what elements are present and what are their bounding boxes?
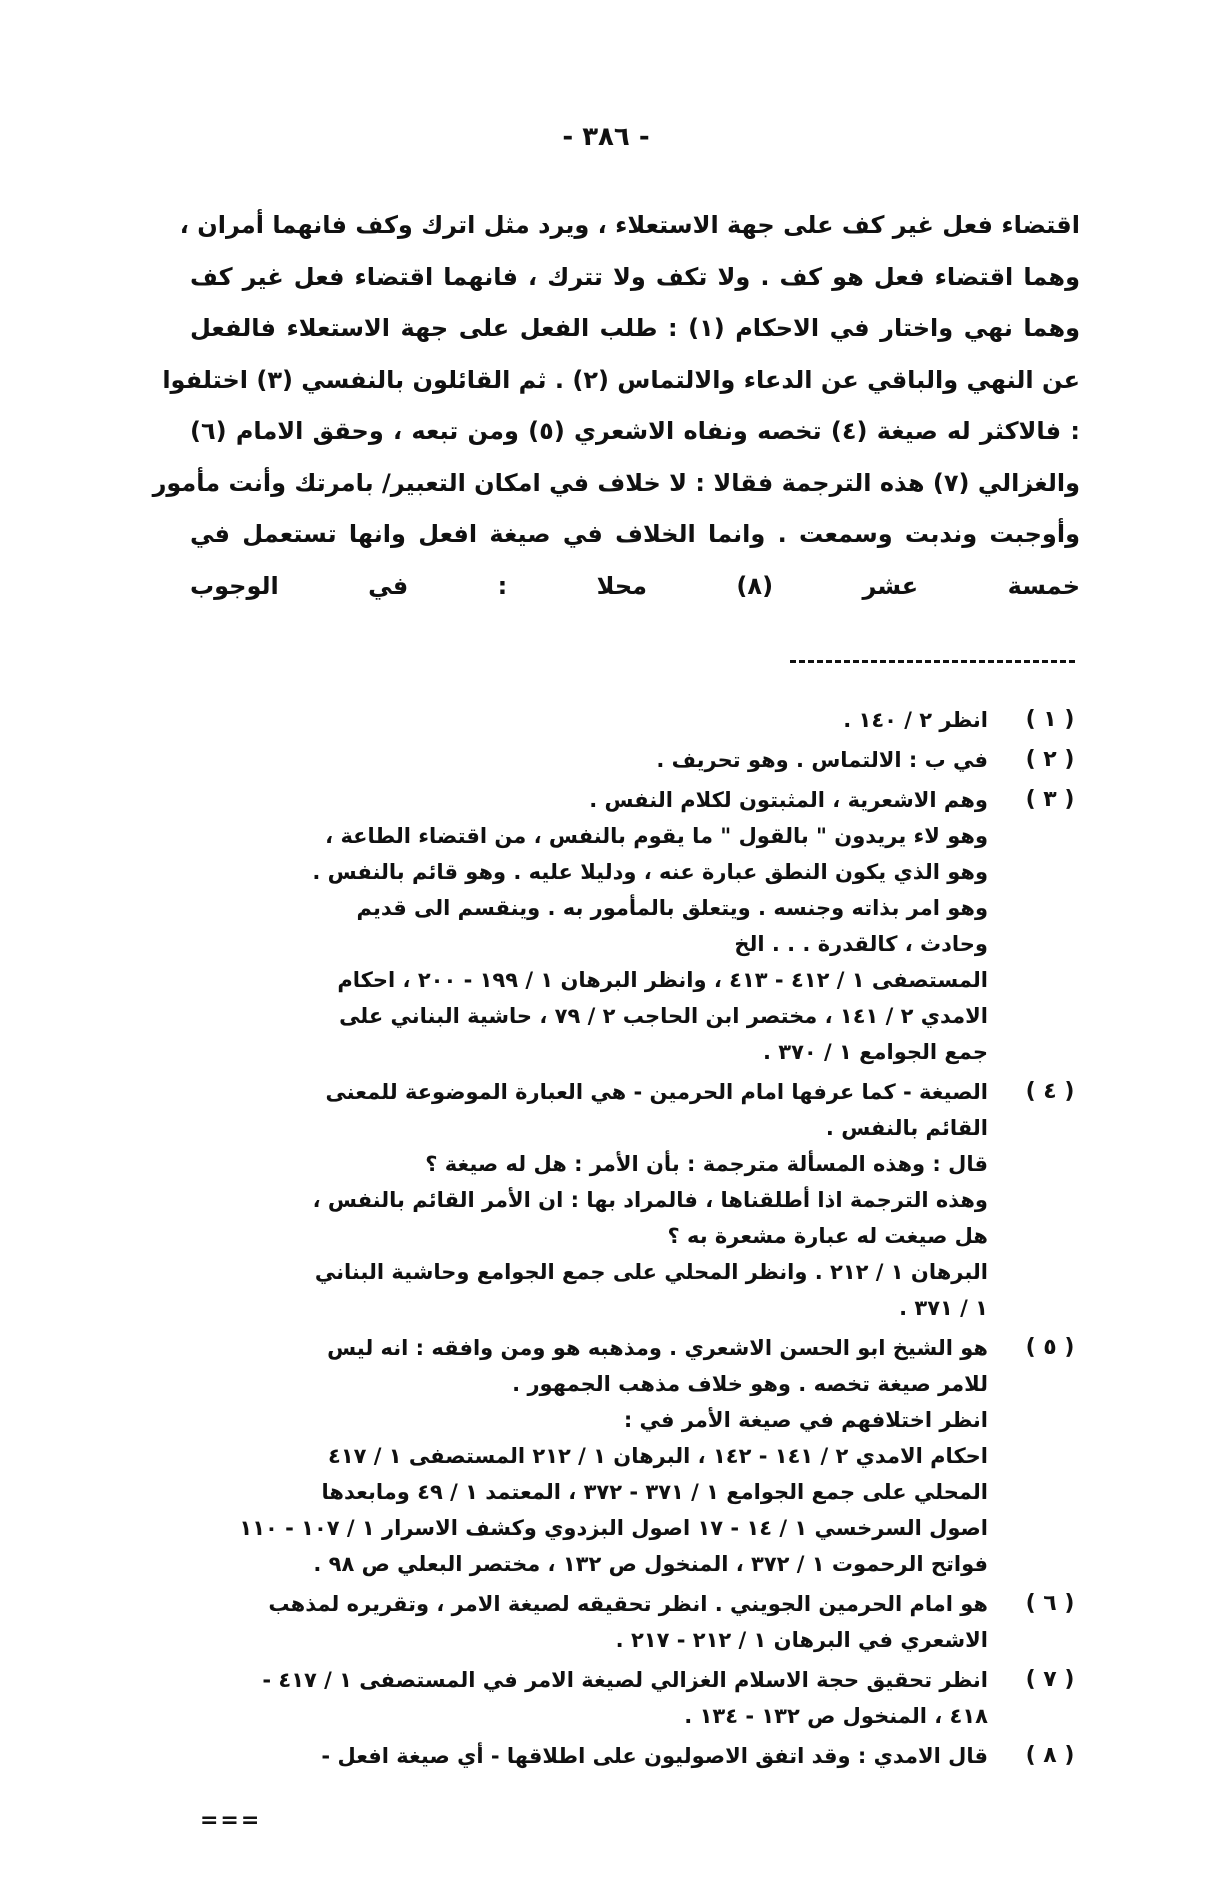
footnote-number: ( ٧ ) [1025,1667,1075,1692]
footnote-number: ( ٨ ) [1025,1743,1075,1768]
footnote-line: ٤١٨ ، المنخول ص ١٣٢ - ١٣٤ . [684,1704,988,1728]
footnote-8 [190,1738,1080,1774]
text-line: عن النهي والباقي عن الدعاء والالتماس (٢) . ثم القائلون بالنفسي (٣) اختلفوا [162,365,1080,394]
footnote-5 [190,1330,1080,1582]
footnote-line: المستصفى ١ / ٤١٢ - ٤١٣ ، وانظر البرهان ١ / ١٩٩ - ٢٠٠ ، احكام [337,968,988,992]
footnote-line: الامدي ٢ / ١٤١ ، مختصر ابن الحاجب ٢ / ٧٩ ، حاشية البناني على [339,1004,988,1028]
footnote-line: وهو امر بذاته وجنسه . ويتعلق بالمأمور به . وينقسم الى قديم [356,896,988,920]
footnote-line: احكام الامدي ٢ / ١٤١ - ١٤٢ ، البرهان ١ / ٢١٢ المستصفى ١ / ٤١٧ [328,1444,988,1468]
footnote-number: ( ٤ ) [1025,1079,1075,1104]
page-number: - ٣٨٦ - [562,122,650,152]
text-line: والغزالي (٧) هذه الترجمة فقالا : لا خلاف في امكان التعبير/ بامرتك وأنت مأمور [152,468,1080,497]
footnotes [190,702,1080,1778]
footnote-line: قال الامدي : وقد اتفق الاصوليون على اطلاقها - أي صيغة افعل - [321,1744,988,1768]
footnote-line: للامر صيغة تخصه . وهو خلاف مذهب الجمهور . [512,1372,988,1396]
footnote-7 [190,1662,1080,1734]
footnote-4 [190,1074,1080,1326]
footnote-line: وهم الاشعرية ، المثبتون لكلام النفس . [589,788,988,812]
footnote-line: وهو لاء يريدون " بالقول " ما يقوم بالنفس ، من اقتضاء الطاعة ، [325,824,988,848]
text-line: : فالاكثر له صيغة (٤) تخصه ونفاه الاشعري (٥) ومن تبعه ، وحقق الامام (٦) [190,417,1080,445]
text-line: وأوجبت وندبت وسمعت . وانما الخلاف في صيغة افعل وانها تستعمل في [190,520,1080,548]
footnote-line: انظر ٢ / ١٤٠ . [843,708,988,732]
footnote-line: الصيغة - كما عرفها امام الحرمين - هي العبارة الموضوعة للمعنى [325,1080,988,1104]
main-text [152,200,1081,612]
text-line: اقتضاء فعل غير كف على جهة الاستعلاء ، ويرد مثل اترك وكف فانهما أمران ، [179,211,1080,239]
footnote-line: في ب : الالتماس . وهو تحريف . [656,748,988,772]
footnote-line: فواتح الرحموت ١ / ٣٧٢ ، المنخول ص ١٣٢ ، مختصر البعلي ص ٩٨ . [313,1552,988,1576]
footnote-line: جمع الجوامع ١ / ٣٧٠ . [763,1040,988,1064]
footnote-line: البرهان ١ / ٢١٢ . وانظر المحلي على جمع الجوامع وحاشية البناني [314,1260,988,1284]
footnote-line: انظر تحقيق حجة الاسلام الغزالي لصيغة الامر في المستصفى ١ / ٤١٧ - [262,1668,988,1692]
footnote-3 [190,782,1080,1070]
footnote-line: ١ / ٣٧١ . [899,1296,988,1320]
text-line: وهما اقتضاء فعل هو كف . ولا تكف ولا تترك ، فانهما اقتضاء فعل غير كف [190,262,1080,291]
footnote-line: هو الشيخ ابو الحسن الاشعري . ومذهبه هو ومن وافقه : انه ليس [327,1336,988,1360]
footnote-number: ( ٥ ) [1025,1335,1075,1360]
footnote-2 [190,742,1080,778]
footnote-line: الاشعري في البرهان ١ / ٢١٢ - ٢١٧ . [615,1628,988,1652]
footnote-line: وحادث ، كالقدرة . . . الخ [734,932,988,956]
footnote-line: قال : وهذه المسألة مترجمة : بأن الأمر : هل له صيغة ؟ [425,1152,988,1176]
text-line: خمسة عشر (٨) محلا : في الوجوب [190,571,1080,600]
text-line: وهما نهي واختار في الاحكام (١) : طلب الفعل على جهة الاستعلاء فالفعل [190,314,1081,342]
footnote-line: وهو الذي يكون النطق عبارة عنه ، ودليلا عليه . وهو قائم بالنفس . [312,860,988,884]
footnote-6 [190,1586,1080,1658]
footnote-line: هو امام الحرمين الجويني . انظر تحقيقه لصيغة الامر ، وتقريره لمذهب [268,1592,988,1616]
continuation-mark: === [200,1808,262,1833]
footnote-separator [790,660,1075,663]
footnote-number: ( ٦ ) [1025,1591,1075,1616]
footnote-line: هل صيغت له عبارة مشعرة به ؟ [667,1224,988,1248]
footnote-number: ( ٢ ) [1025,747,1075,772]
footnote-line: المحلي على جمع الجوامع ١ / ٣٧١ - ٣٧٢ ، المعتمد ١ / ٤٩ ومابعدها [321,1480,988,1504]
footnote-number: ( ١ ) [1025,707,1075,732]
footnote-line: وهذه الترجمة اذا أطلقناها ، فالمراد بها : ان الأمر القائم بالنفس ، [312,1188,988,1212]
footnote-number: ( ٣ ) [1025,787,1075,812]
footnote-line: القائم بالنفس . [825,1116,988,1140]
footnote-line: اصول السرخسي ١ / ١٤ - ١٧ اصول البزدوي وكشف الاسرار ١ / ١٠٧ - ١١٠ [239,1516,988,1540]
footnote-1 [190,702,1080,738]
footnote-line: انظر اختلافهم في صيغة الأمر في : [623,1408,988,1432]
